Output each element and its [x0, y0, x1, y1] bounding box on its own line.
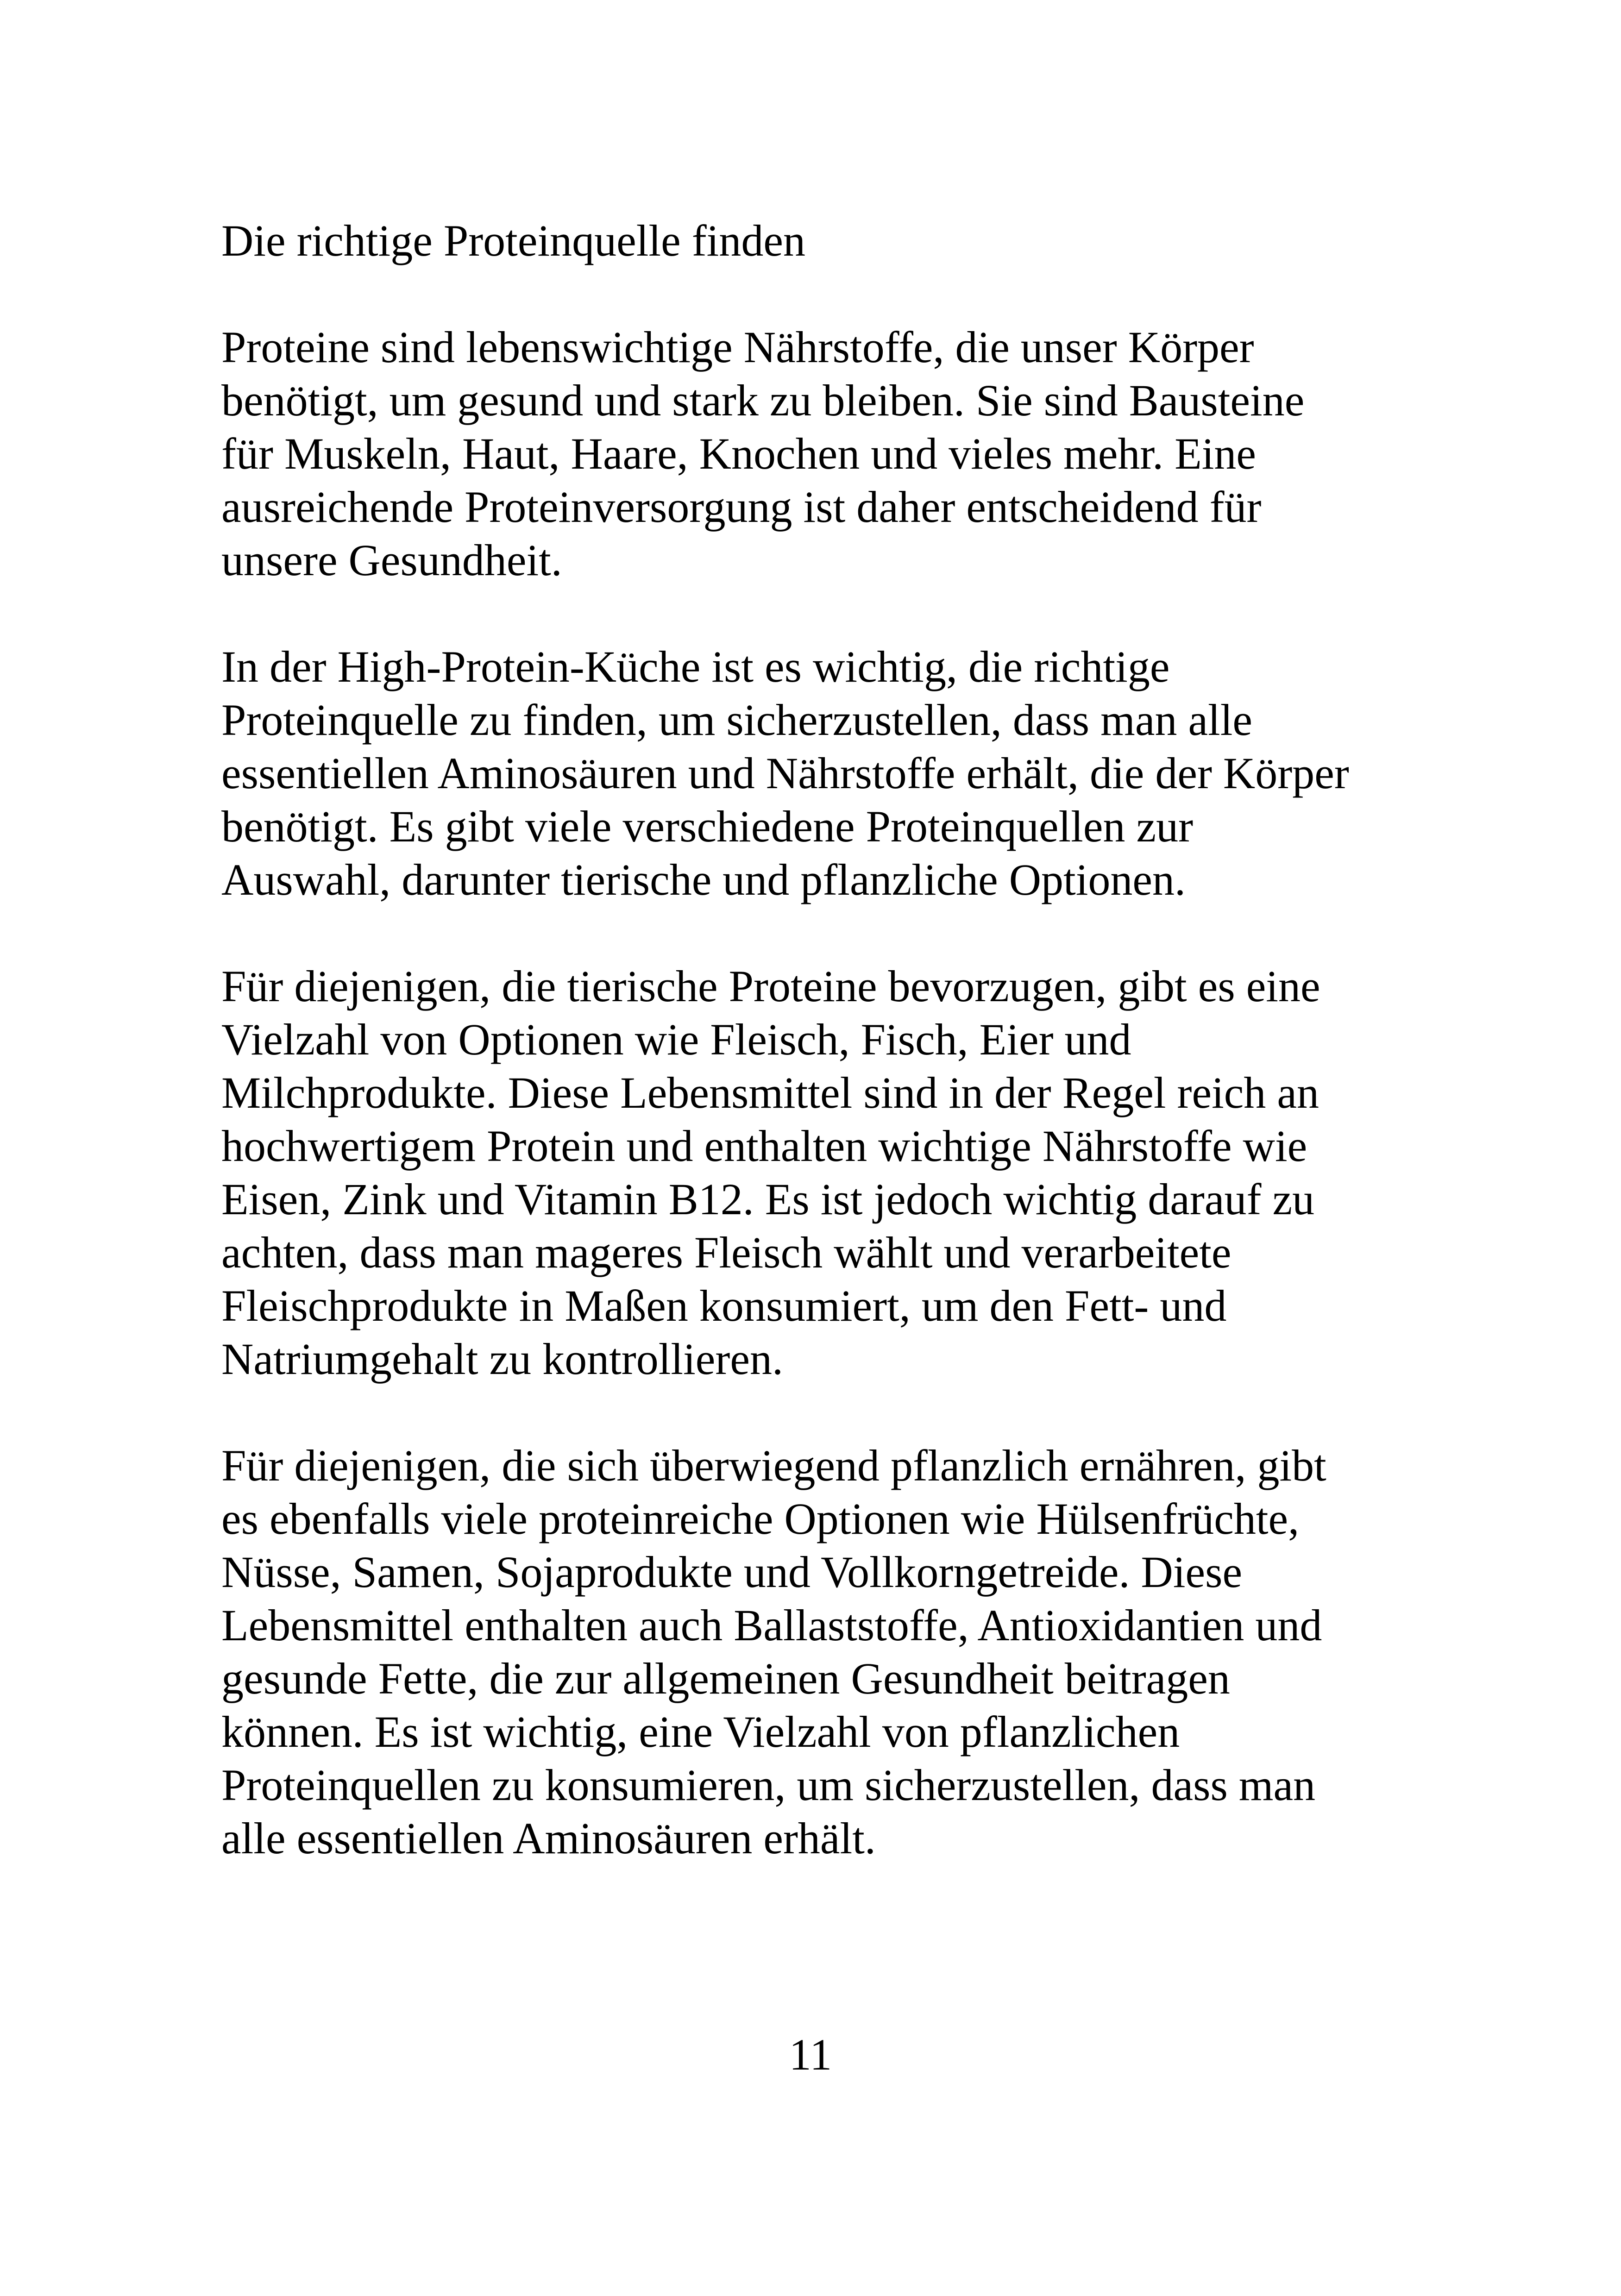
paragraph-line: Fleischprodukte in Maßen konsumiert, um den Fett- und [221, 1281, 1227, 1330]
paragraph-line: Milchprodukte. Diese Lebensmittel sind in der Regel reich an [221, 1068, 1319, 1117]
paragraph-line: benötigt, um gesund und stark zu bleiben. Sie sind Bausteine [221, 376, 1305, 425]
paragraph-line: Für diejenigen, die tierische Proteine bevorzugen, gibt es eine [221, 961, 1320, 1011]
paragraph-line: Natriumgehalt zu kontrollieren. [221, 1334, 783, 1384]
paragraph-line: unsere Gesundheit. [221, 535, 562, 585]
paragraph-line: für Muskeln, Haut, Haare, Knochen und vieles mehr. Eine [221, 429, 1257, 478]
paragraph-line: essentiellen Aminosäuren und Nährstoffe erhält, die der Körper [221, 748, 1349, 798]
paragraph-line: Eisen, Zink und Vitamin B12. Es ist jedoch wichtig darauf zu [221, 1174, 1315, 1224]
paragraph-line: Für diejenigen, die sich überwiegend pflanzlich ernähren, gibt [221, 1441, 1326, 1490]
paragraph-2 [221, 640, 1444, 906]
paragraph-line: Proteine sind lebenswichtige Nährstoffe, die unser Körper [221, 322, 1254, 372]
page-content [221, 214, 1444, 1865]
paragraph-4 [221, 1439, 1444, 1865]
paragraph-line: Auswahl, darunter tierische und pflanzliche Optionen. [221, 855, 1186, 904]
paragraph-line: ausreichende Proteinversorgung ist daher entscheidend für [221, 482, 1262, 532]
paragraph-line: Proteinquellen zu konsumieren, um sicherzustellen, dass man [221, 1760, 1316, 1810]
paragraph-line: gesunde Fette, die zur allgemeinen Gesundheit beitragen [221, 1654, 1230, 1703]
paragraph-line: es ebenfalls viele proteinreiche Optionen wie Hülsenfrüchte, [221, 1494, 1300, 1543]
paragraph-line: benötigt. Es gibt viele verschiedene Proteinquellen zur [221, 802, 1194, 851]
paragraph-1 [221, 320, 1444, 587]
paragraph-line: Lebensmittel enthalten auch Ballaststoffe, Antioxidantien und [221, 1600, 1322, 1650]
paragraph-3 [221, 960, 1444, 1386]
page-number: 11 [789, 2030, 832, 2079]
paragraph-line: Proteinquelle zu finden, um sicherzustellen, dass man alle [221, 695, 1252, 745]
paragraph-line: Vielzahl von Optionen wie Fleisch, Fisch, Eier und [221, 1015, 1131, 1064]
paragraph-line: In der High-Protein-Küche ist es wichtig, die richtige [221, 642, 1170, 691]
paragraph-line: Nüsse, Samen, Sojaprodukte und Vollkorngetreide. Diese [221, 1547, 1243, 1597]
paragraph-line: können. Es ist wichtig, eine Vielzahl von pflanzlichen [221, 1707, 1180, 1757]
paragraph-line: achten, dass man mageres Fleisch wählt und verarbeitete [221, 1228, 1231, 1277]
paragraph-line: alle essentiellen Aminosäuren erhält. [221, 1813, 876, 1863]
page-title: Die richtige Proteinquelle finden [221, 216, 805, 265]
paragraph-line: hochwertigem Protein und enthalten wichtige Nährstoffe wie [221, 1121, 1307, 1171]
